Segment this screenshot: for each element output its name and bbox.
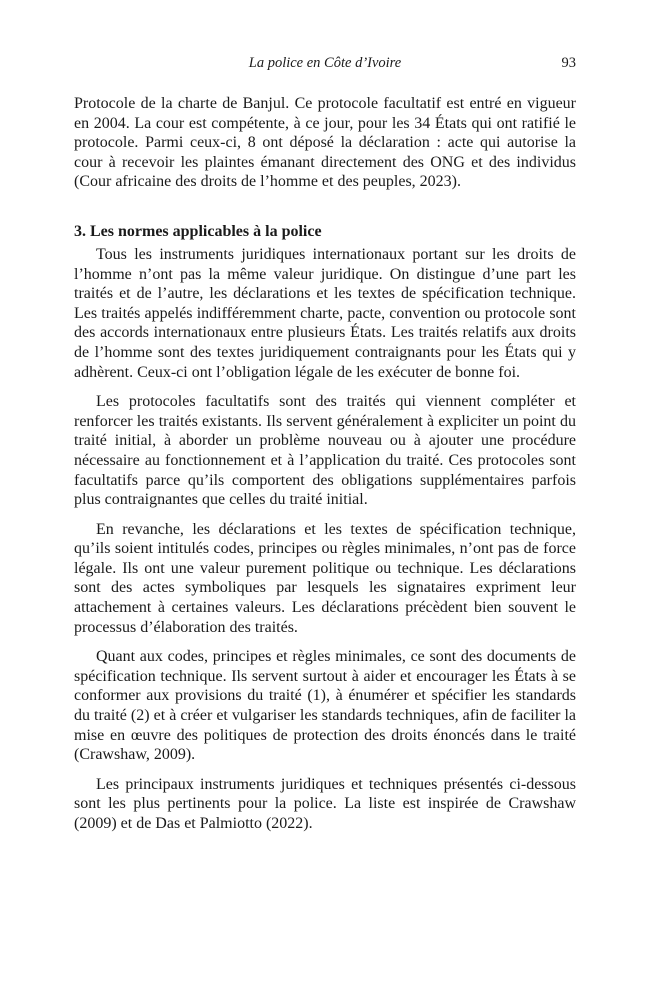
paragraph-2: Les protocoles facultatifs sont des traités qui viennent compléter et renforcer les traités existants. Ils servent généralement à expliciter un point du traité initial, à aborder un problème nouveau ou à ajouter une procédure nécessaire au fonctionnement et à l’application du traité. Ces protocoles sont facultatifs parce qu’ils comportent des obligations supplémentaires parfois plus contraignantes que celles du traité initial. (74, 393, 576, 509)
paragraph-5: Les principaux instruments juridiques et techniques présentés ci-dessous sont les plus pertinents pour la police. La liste est inspirée de Crawshaw (2009) et de Das et Palmiotto (2022). (74, 775, 576, 832)
paragraph-1: Tous les instruments juridiques internationaux portant sur les droits de l’homme n’ont pas la même valeur juridique. On distingue d’une part les traités et de l’autre, les déclarations et les textes de spécification technique. Les traités appelés indifféremment charte, pacte, convention ou protocole sont des accords internationaux entre plusieurs États. Les traités relatifs aux droits de l’homme sont des textes juridiquement contraignants pour les États qui y adhèrent. Ceux-ci ont l’obligation légale de les exécuter de bonne foi. (74, 245, 576, 381)
page-body (74, 94, 576, 834)
paragraph-3: En revanche, les déclarations et les textes de spécification technique, qu’ils soient intitulés codes, principes ou règles minimales, n’ont pas de force légale. Ils ont une valeur purement politique ou technique. Les déclarations sont des actes symboliques par lesquels les signataires expriment leur attachement à certaines valeurs. Les déclarations précèdent bien souvent le processus d’élaboration des traités. (74, 520, 576, 636)
section-heading: 3. Les normes applicables à la police (74, 222, 322, 240)
paragraph-4: Quant aux codes, principes et règles minimales, ce sont des documents de spécification technique. Ils servent surtout à aider et encourager les États à se conformer aux provisions du traité (1), à énumérer et spécifier les standards du traité (2) et à créer et vulgariser les standards techniques, afin de faciliter la mise en œuvre des politiques de protection des droits énoncés dans le traité (Crawshaw, 2009). (74, 648, 576, 764)
running-title: La police en Côte d’Ivoire (248, 55, 402, 71)
intro-paragraph: Protocole de la charte de Banjul. Ce protocole facultatif est entré en vigueur en 2004. La cour est compétente, à ce jour, pour les 34 États qui ont ratifié le protocole. Parmi ceux-ci, 8 ont déposé la déclaration : acte qui autorise la cour à recevoir les plaintes émanant directement des ONG et des individus (Cour africaine des droits de l’homme et des peuples, 2023). (74, 95, 576, 191)
page-number: 93 (561, 55, 576, 71)
page-header (74, 53, 576, 73)
